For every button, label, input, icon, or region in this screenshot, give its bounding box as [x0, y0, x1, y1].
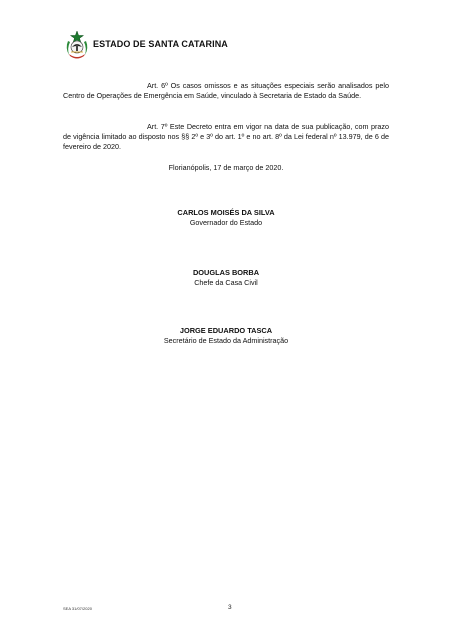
place-and-date: Florianópolis, 17 de março de 2020. [168, 163, 284, 172]
article-6-first-line: Art. 6º Os casos omissos e as situações especiais serão [147, 81, 336, 90]
article-6-body: analisados pelo Centro de Operações de Emergência em Saúde, vinculado à Secretaria de Estado da Saúde. [63, 81, 390, 100]
article-7-first-line: Art. 7º Este Decreto entra em vigor na data de sua publicação, [147, 122, 353, 131]
state-coat-of-arms-icon [63, 30, 91, 60]
signature-block-administration [0, 326, 452, 346]
signer-role: Chefe da Casa Civil [194, 278, 258, 287]
page-number: 3 [228, 604, 232, 611]
signature-block-governor [0, 208, 452, 228]
signer-role: Secretário de Estado da Administração [163, 336, 289, 345]
article-7-body: com prazo de vigência limitado ao disposto nos §§ 2º e 3º do art. 1º e no art. 8º da Lei federal nº 13.979, de 6 de fevereiro de 2020. [63, 122, 390, 151]
signer-name: CARLOS MOISÉS DA SILVA [177, 208, 275, 217]
state-title: ESTADO DE SANTA CATARINA [93, 39, 228, 49]
article-6 [63, 81, 389, 101]
signer-name: DOUGLAS BORBA [192, 268, 260, 277]
signer-name: JORGE EDUARDO TASCA [179, 326, 273, 335]
article-7 [63, 122, 389, 152]
signer-role: Governador do Estado [189, 218, 263, 227]
signature-block-civil-house [0, 268, 452, 288]
footer-document-code: SEA 31/07/2020 [63, 606, 92, 611]
